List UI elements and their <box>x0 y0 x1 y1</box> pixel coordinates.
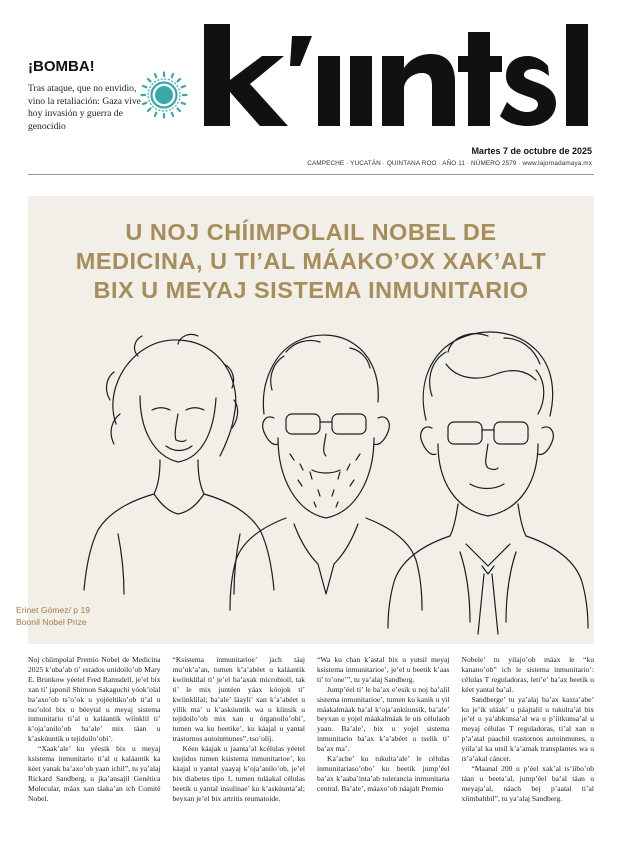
paragraph: Sandberge’ tu ya’alaj ba’ax kaxta’abe’ ku je’ik uláak’ u páajtalil u tukulta’al bix je’el u ya’abkunsa’al wa u p’íitkunsa’al u meyaj células T reguladoras, ti’al xan u p’a’atal paachil trastornos autoinmunes, u yiila’al ka utsil k’a’amak transplantes wa u ts’a’akal cáncer. <box>461 694 594 764</box>
article-column-4 <box>462 655 595 845</box>
headline-line: BIX U MEYAJ SISTEMA INMUNITARIO <box>93 277 529 303</box>
masthead-logo[interactable] <box>200 18 600 136</box>
headline-line: MEDICINA, U TI’AL MÁAKO’OX XAK’ALT <box>75 248 547 274</box>
paragraph: Jump’éel ti’ le ba’ax e’esik u noj ba’alil sistema inmunitarioe’, tumen ku kanik u yil máakalmáak ba’al k’oja’ankúunsik, ba’ale’ beyxan u yojel máakalmáak le uts célulaob yaan. Ba’ale’, bix u yojel sistema inmunitario ba’ax k’a’abéet u tselik ti’ ba’ax ma’. <box>317 684 450 754</box>
feature-headline[interactable] <box>28 218 594 305</box>
front-teaser[interactable]: Tras ataque, que no envidio, vino la retaliación: Gaza vive hoy invasión y guerra de genocidio <box>28 83 141 132</box>
headline-line: U NOJ CHÍIMPOLAIL NOBEL DE <box>125 219 497 245</box>
sun-logo-icon <box>140 71 188 119</box>
portrait-right <box>388 332 588 634</box>
feature-panel[interactable] <box>28 196 594 644</box>
paragraph: Kéen káajak u jaanta’al kcélulas yéetel ktejidos tumen ksistema inmunitarioe’, ku káajal u yantal yaayaj k’oja’anilo’ob, je’el bix diabetes tipo 1, tumen tuláakal células beetik u yantal insulinae’ ku k’askúunta’al; beyxan je’el bix artritis reumatoide. <box>172 744 305 803</box>
kicker: ¡BOMBA! <box>28 58 95 75</box>
credit-line: Erinet Gómez/ p 19 <box>16 605 91 615</box>
issue-date: Martes 7 de octubre de 2025 <box>471 146 592 156</box>
paragraph: “Wa ku chan k’astal bix u yutsil meyaj ksistema inmunitarioe’, je’el u beetik k’aas ti’ to’one’”, tu ya’alaj Sandberg. <box>317 655 450 684</box>
paragraph: Nobele’ tu yilajo’ob máax le “ku kanano’ob” ich le sistema inmunitario’: células T reguladoras, leti’e’ ba’ax beetik u kéet yantal ba’al. <box>461 655 594 694</box>
paragraph: “Maanal 200 u p’éel xak’al ts’íibo’ob táan u beeta’al, jump’éel ba’al táan u meyaja’al, náach bej p’aatal ti’al xíimbaltbil”, tu ya’alaj Sandberg. <box>461 763 594 803</box>
article-column-2 <box>173 655 306 845</box>
paragraph: Noj chíimpolal Premio Nobel de Medicina 2025 k’uba’ab ti’ estados unidoilo’ob Mary E. Brunkow yéetel Fred Ramsdell, je’el bix xan ti’ japonil Shimon Sakaguchi yóok’olal ba’axo’ob ts’o’ok u yojéeltiko’ob ti’al u tso’olol bix u béeytal u meyaj sistema inmunitario ti’al u kaláantik wíinklil ti’ k’oja’anilo’ob ba’ale’ mix táan u k’askúuntik u tejidoilo’obi’. <box>28 655 161 744</box>
paragraph: “Ksistema inmunitarioe’ jach táaj mu’uk’a’an, tumen k’a’abéet u kaláantik kwíinklilal ti’ je’el ba’axak microbioil, tak ti’ le mix juntéen yáax kóojok ti’ kwíinklilal; ba’ale’ láayli’ xan k’a’abéet u yilik ma’ u k’askúuntik wa u kíinsik u tejidoilo’ob mix xan u órganoilo’obi’, tumen wa ku beetike’, ku káajal u yantal trastornos autoinmunes”, tso’olij. <box>172 655 305 744</box>
edition-info: CAMPECHE · YUCATÁN · QUINTANA ROO · AÑO 11 · NÚMERO 2579 · www.lajornadamaya.mx <box>307 160 592 167</box>
paragraph: “Xaak’ale’ ku yéesik bix u meyaj ksistema inmunitario ti’al u kaláantik ka kéet yanak ba’axo’ob yaan ichil”, tu ya’alaj Rickard Sandberg, u jka’ansajil Genética Molecular, máax xan táaka’an ich Comité Nobel. <box>28 744 161 803</box>
credit-line: Boonil Nobel Prize <box>16 617 87 627</box>
paragraph: Ka’ache’ ku tukulta’ale’ le células inmunitariaso’obo’ ku beetik jump’éel ba’ax k’aaba’inta’ab tolerancia inmunitaria central. Ba’ale’, máaxo’ob náajalt Premio <box>317 754 450 793</box>
masthead-divider <box>28 174 594 175</box>
article-column-3 <box>317 655 450 845</box>
portrait-left <box>84 334 274 594</box>
portrait-middle <box>230 335 422 610</box>
laureates-illustration <box>28 304 594 644</box>
article-column-1 <box>28 655 161 845</box>
article-body <box>28 655 594 845</box>
photo-credit <box>16 604 90 628</box>
